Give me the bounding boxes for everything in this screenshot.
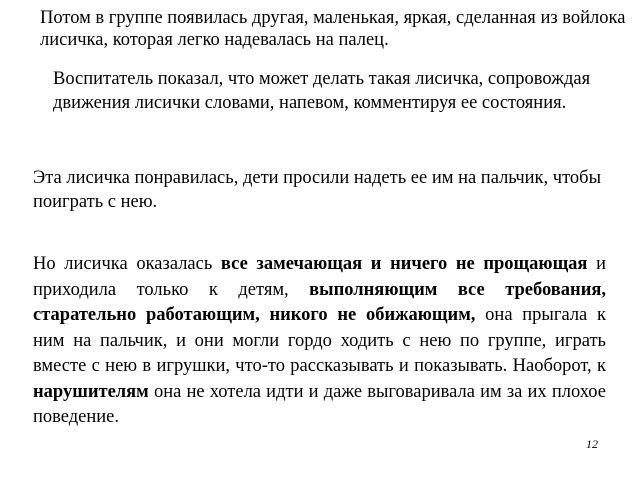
text-segment: она прыгала к ним на пальчик, и они могли гордо ходить с нею по группе, играть вместе с нею в игрушки, что-то рассказывать и показывать. Наоборот, к — [33, 305, 606, 376]
bold-phrase: все замечающая и ничего не прощающая — [220, 254, 588, 274]
bold-phrase: нарушителям — [33, 381, 149, 402]
page-number: 12 — [586, 437, 598, 451]
text-segment: она не хотела идти и даже выговаривала им за их плохое поведение. — [33, 381, 606, 427]
paragraph-children-liked: Эта лисичка понравилась, дети просили надеть ее им на пальчик, чтобы поиграть с нею. — [33, 168, 602, 212]
text-segment: Но лисичка оказалась — [33, 254, 221, 274]
text-segment: и приходила только к детям, — [33, 254, 606, 300]
paragraph-fox-behavior — [33, 252, 606, 431]
bold-phrase: выполняющим все требования, старательно работающим, никого не обижающим, — [33, 279, 606, 325]
paragraph-felt-fox: Потом в группе появилась другая, маленькая, яркая, сделанная из войлока лисичка, которая легко надевалась на палец. — [40, 8, 626, 50]
paragraph-teacher-showed: Воспитатель показал, что может делать такая лисичка, сопровождая движения лисички словами, напевом, комментируя ее состояния. — [53, 69, 591, 113]
